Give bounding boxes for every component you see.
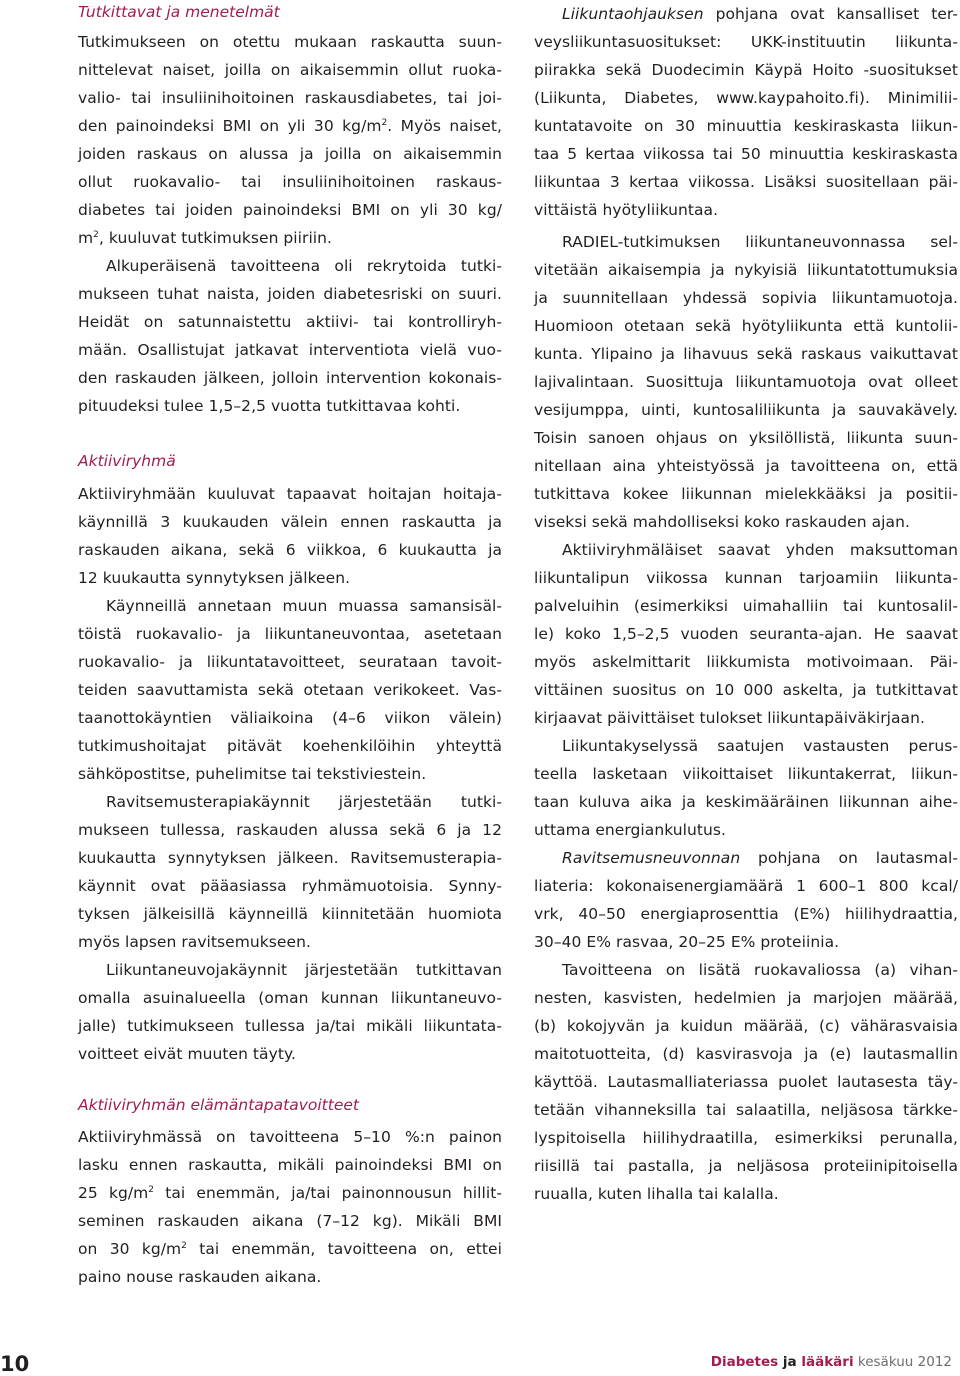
text-line: tutkimushoitajat pitävät koehenkilöihin yhteyttä <box>78 737 502 755</box>
text-line: Ravitsemusterapiakäynnit järjestetään tutki- <box>106 793 502 811</box>
text-line: Aktiiviryhmäläiset saavat yhden maksuttoman <box>562 541 958 559</box>
text-line: vrk, 40–50 energiaprosenttia (E%) hiilihydraattia, <box>534 905 958 923</box>
text-line: Aktiiviryhmään kuuluvat tapaavat hoitajan hoitaja- <box>78 485 502 503</box>
text-line: kuntatavoite on 30 minuuttia keskiraskasta liikun- <box>534 117 958 135</box>
text-line: maitotuotteita, (d) kasvirasvoja ja (e) lautasmallin <box>534 1045 958 1063</box>
text-line: piirakka sekä Duodecimin Käypä Hoito -suositukset <box>534 61 958 79</box>
text-line: ja suunnitellaan yhdessä sopivia liikuntamuotoja. <box>534 289 958 307</box>
text-line: vittäinen suositus on 10 000 askelta, ja tutkittavat <box>534 681 958 699</box>
text-line: RADIEL-tutkimuksen liikuntaneuvonnassa sel- <box>562 233 958 251</box>
text-line: palveluihin (esimerkiksi uimahalliin tai kuntosalil- <box>534 597 958 615</box>
paragraph-elamantapa <box>78 1123 502 1291</box>
text-line: tutkittava kokee liikunnan mielekkääksi ja positii- <box>534 485 958 503</box>
text-line: käynnillä 3 kuukauden välein ennen raskautta ja <box>78 513 502 531</box>
text-line: myös askelmittarit liikkumista motivoimaan. Päi- <box>534 653 958 671</box>
text-line: liikuntaa 3 kertaa viikossa. Lisäksi suositellaan päi- <box>534 173 958 191</box>
text-line: tyksen jälkeisillä käynneillä kiinnitetään huomiota <box>78 905 502 923</box>
text-line: seminen raskauden aikana (7–12 kg). Mikäli BMI <box>78 1212 502 1230</box>
text-line: Liikuntakyselyssä saatujen vastausten perus- <box>562 737 958 755</box>
text-line: le) koko 1,5–2,5 vuoden seuranta-ajan. He saavat <box>534 625 958 643</box>
text-line: Ravitsemusneuvonnan pohjana on lautasmal- <box>562 849 958 867</box>
section-title-tutkittavat: Tutkittavat ja menetelmät <box>78 3 280 21</box>
section-heading-aktiiviryhma: Aktiiviryhmä <box>78 452 176 470</box>
text-line: 12 kuukautta synnytyksen jälkeen. <box>78 569 351 587</box>
paragraph-tavoitteet <box>534 956 958 1208</box>
text-line: nittelevat naiset, joilla on aikaisemmin ollut ruoka- <box>78 61 502 79</box>
footer-brand-laakari: lääkäri <box>801 1354 854 1370</box>
text-line: kunta. Ylipaino ja lihavuus sekä raskaus vaikuttavat <box>534 345 958 363</box>
text-line: Tavoitteena on lisätä ruokavaliossa (a) vihan- <box>562 961 958 979</box>
paragraph-liikuntalippu <box>534 536 958 732</box>
text-line: liikuntalipun viikossa kunnan tarjoamiin liikunta- <box>534 569 958 587</box>
text-line: sähköpostitse, puhelimitse tai tekstiviestein. <box>78 765 427 783</box>
text-line: on 30 $kg/m^2$ tai enemmän, tavoitteena on, ettei <box>78 1240 502 1258</box>
text-line: myös lapsen ravitsemukseen. <box>78 933 311 951</box>
footer-publication <box>711 1354 952 1370</box>
footer-brand-ja: ja <box>778 1354 802 1370</box>
text-line: (b) kokojyvän ja kuidun määrää, (c) vähärasvaisia <box>534 1017 958 1035</box>
text-line: Alkuperäisenä tavoitteena oli rekrytoida tutki- <box>106 257 502 275</box>
text-line: tetään vihanneksilla tai salaatilla, neljäsosa tärkke- <box>534 1101 958 1119</box>
paragraph-liikuntaneuvoja <box>78 956 502 1068</box>
text-line: Toisin sanoen ohjaus on yksilöllistä, liikunta suun- <box>534 429 958 447</box>
text-line: taanottokäyntien väliaikoina (4–6 viikon välein) <box>78 709 502 727</box>
text-line: mukseen tullessa, raskauden alussa sekä 6 ja 12 <box>78 821 502 839</box>
text-line: vitetään aikaisempia ja nykyisiä liikuntatottumuksia <box>534 261 958 279</box>
text-line: viseksi sekä mahdolliseksi koko raskauden ajan. <box>534 513 910 531</box>
text-line: kuukautta synnytyksen jälkeen. Ravitsemusterapia- <box>78 849 502 867</box>
text-line: raskauden aikana, sekä 6 viikkoa, 6 kuukautta ja <box>78 541 502 559</box>
text-line: ollut ruokavalio- tai insuliinihoitoinen raskaus- <box>78 173 502 191</box>
text-line: Liikuntaohjauksen pohjana ovat kansalliset ter- <box>562 5 958 23</box>
text-line: Liikuntaneuvojakäynnit järjestetään tutkittavan <box>106 961 502 979</box>
text-line: Aktiiviryhmässä on tavoitteena 5–10 %:n painon <box>78 1128 502 1146</box>
section-heading-elamantapatavoitteet: Aktiiviryhmän elämäntapatavoitteet <box>78 1096 359 1114</box>
paragraph-liikuntakysely <box>534 732 958 844</box>
text-line: lyspitoisella hiilihydraatilla, esimerkiksi perunalla, <box>534 1129 958 1147</box>
text-line: Huomioon otetaan sekä hyötyliikunta että kuntolii- <box>534 317 958 335</box>
text-line: vesijumppa, uinti, kuntosaliliikunta ja sauvakävely. <box>534 401 958 419</box>
text-line: taan kuluva aika ja keskimääräinen liikunnan aihe- <box>534 793 958 811</box>
text-line: lajivalintaan. Suosittuja liikuntamuotoja ovat olleet <box>534 373 958 391</box>
text-line: liateria: kokonaisenergiamäärä 1 600–1 800 kcal/ <box>534 877 958 895</box>
paragraph-aktiivi-1 <box>78 480 502 592</box>
text-line: valio- tai insuliinihoitoinen raskausdiabetes, tai joi- <box>78 89 502 107</box>
paragraph-ravitsemus <box>78 788 502 956</box>
text-line: Tutkimukseen on otettu mukaan raskautta suun- <box>78 33 502 51</box>
text-line: den painoindeksi BMI on yli 30 $kg/m^2$. Myös naiset, <box>78 117 502 135</box>
text-line: 30–40 E% rasvaa, 20–25 E% proteiinia. <box>534 933 840 951</box>
paragraph-radiel <box>534 228 958 536</box>
text-line: vittäistä hyötyliikuntaa. <box>534 201 719 219</box>
text-line: uttama energiankulutus. <box>534 821 726 839</box>
text-line: töistä ruokavalio- ja liikuntaneuvontaa, asetetaan <box>78 625 502 643</box>
text-line: veysliikuntasuositukset: UKK-instituutin liikunta- <box>534 33 958 51</box>
text-line: mukseen tuhat naista, joiden diabetesriski on suuri. <box>78 285 502 303</box>
text-line: den raskauden jälkeen, jolloin intervention kokonais- <box>78 369 502 387</box>
text-line: taa 5 kertaa viikossa tai 50 minuuttia keskiraskasta <box>534 145 958 163</box>
footer-date: kesäkuu 2012 <box>853 1354 952 1370</box>
text-line: teiden saavuttamista sekä otetaan verikokeet. Vas- <box>78 681 502 699</box>
text-line: käyttöä. Lautasmalliateriassa puolet lautasesta täy- <box>534 1073 958 1091</box>
text-line: mään. Osallistujat jatkavat interventiota vielä vuo- <box>78 341 502 359</box>
paragraph-liikuntaohjaus <box>534 0 958 224</box>
text-line: pituudeksi tulee 1,5–2,5 vuotta tutkittavaa kohti. <box>78 397 461 415</box>
text-line: teella lasketaan viikoittaiset liikuntakerrat, liikun- <box>534 765 958 783</box>
text-line: paino nouse raskauden aikana. <box>78 1268 322 1286</box>
paragraph-recruitment <box>78 252 502 420</box>
text-line: voitteet eivät muuten täyty. <box>78 1045 296 1063</box>
text-line: nitellaan aina yhteistyössä ja tavoitteena on, että <box>534 457 958 475</box>
text-line: Heidät on satunnaistettu aktiivi- tai kontrolliryh- <box>78 313 502 331</box>
text-line: $m^2$, kuuluvat tutkimuksen piiriin. <box>78 229 333 247</box>
text-line: nesten, kasvisten, hedelmien ja marjojen määrää, <box>534 989 958 1007</box>
text-line: ruokavalio- ja liikuntatavoitteet, seurataan tavoit- <box>78 653 502 671</box>
paragraph-kaynnit <box>78 592 502 788</box>
text-line: omalla asuinalueella (oman kunnan liikuntaneuvo- <box>78 989 502 1007</box>
text-line: riisillä tai pastalla, ja neljäsosa proteiinipitoisella <box>534 1157 958 1175</box>
text-line: kirjaavat päivittäiset tulokset liikuntapäiväkirjaan. <box>534 709 925 727</box>
text-line: diabetes tai joiden painoindeksi BMI on yli 30 kg/ <box>78 201 502 219</box>
paragraph-intro <box>78 28 502 252</box>
text-line: (Liikunta, Diabetes, www.kaypahoito.fi). Minimilii- <box>534 89 958 107</box>
text-line: jalle) tutkimukseen tullessa ja/tai mikäli liikuntata- <box>78 1017 502 1035</box>
text-line: 25 $kg/m^2$ tai enemmän, ja/tai painonnousun hillit- <box>78 1184 502 1202</box>
text-line: Käynneillä annetaan muun muassa samansisäl- <box>106 597 502 615</box>
footer-brand-diabetes: Diabetes <box>710 1354 779 1370</box>
text-line: joiden raskaus on alussa ja joilla on aikaisemmin <box>78 145 502 163</box>
page-number: 10 <box>0 1352 30 1376</box>
text-line: ruualla, kuten lihalla tai kalalla. <box>534 1185 779 1203</box>
text-line: lasku ennen raskautta, mikäli painoindeksi BMI on <box>78 1156 502 1174</box>
text-line: käynnit ovat pääasiassa ryhmämuotoisia. Synny- <box>78 877 502 895</box>
paragraph-ravitsemusneuvonta <box>534 844 958 956</box>
